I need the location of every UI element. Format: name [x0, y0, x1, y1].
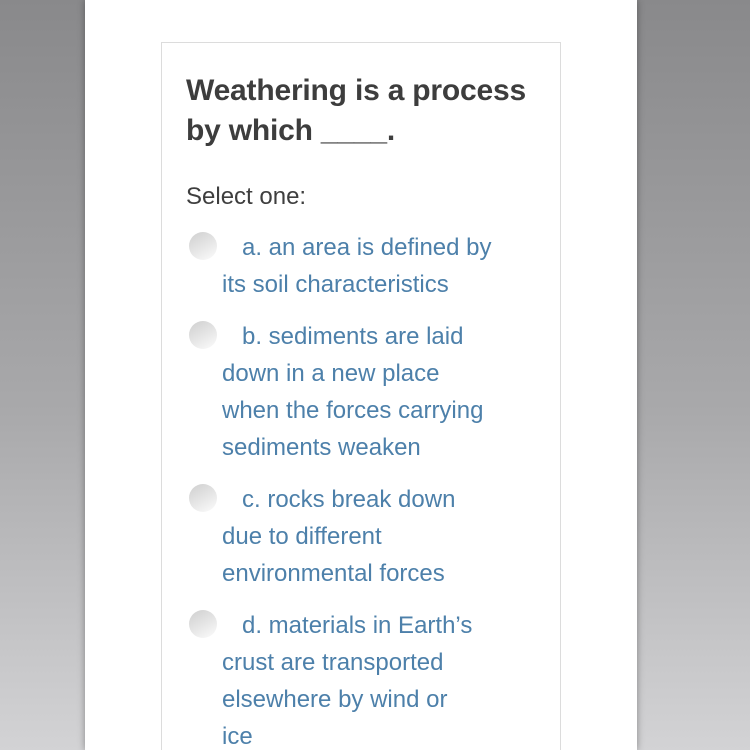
- option-text-line: a. an area is defined by: [242, 234, 492, 261]
- answer-option-a: [186, 229, 536, 303]
- radio-button-a[interactable]: [189, 232, 217, 260]
- option-label-c[interactable]: [222, 481, 536, 592]
- option-text-line: environmental forces: [222, 560, 445, 587]
- question-title: Weathering is a process by which ____.: [186, 74, 526, 147]
- select-one-label: Select one:: [186, 183, 307, 210]
- option-text-line: elsewhere by wind or: [222, 686, 448, 713]
- option-text-line: c. rocks break down: [242, 486, 456, 513]
- radio-button-b[interactable]: [189, 321, 217, 349]
- option-label-d[interactable]: [222, 607, 536, 750]
- option-text-line: due to different: [222, 523, 382, 550]
- app-page: [85, 0, 637, 750]
- answer-option-b: [186, 318, 536, 466]
- option-text-line: down in a new place: [222, 360, 440, 387]
- option-label-a[interactable]: [222, 229, 536, 303]
- option-text-line: d. materials in Earth’s: [242, 612, 473, 639]
- answer-option-d: [186, 607, 536, 750]
- answer-options-list: [186, 229, 536, 750]
- option-text-line: when the forces carrying: [222, 397, 484, 424]
- radio-button-c[interactable]: [189, 484, 217, 512]
- option-text-line: b. sediments are laid: [242, 323, 464, 350]
- option-text-line: ice: [222, 723, 253, 750]
- option-text-line: crust are transported: [222, 649, 444, 676]
- option-text-line: its soil characteristics: [222, 271, 449, 298]
- answer-option-c: [186, 481, 536, 592]
- question-card: [161, 42, 561, 750]
- radio-button-d[interactable]: [189, 610, 217, 638]
- option-label-b[interactable]: [222, 318, 536, 466]
- option-text-line: sediments weaken: [222, 434, 421, 461]
